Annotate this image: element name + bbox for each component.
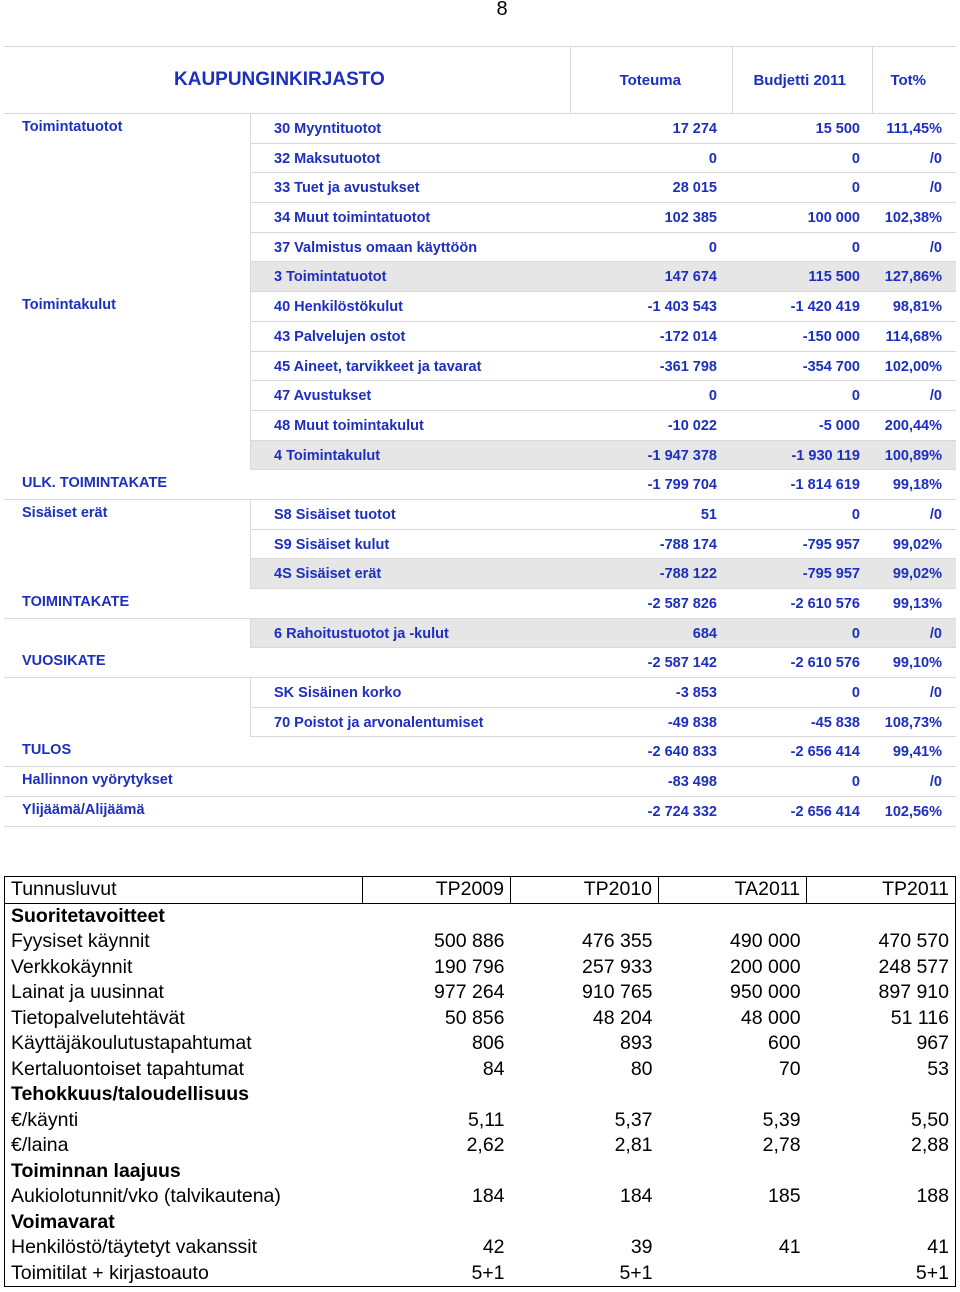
kpi-value: 84: [482, 1057, 505, 1080]
toteuma-value: -172 014: [659, 328, 717, 345]
kpi-value: 2,62: [466, 1134, 505, 1156]
kpi-row: [5, 1031, 956, 1057]
kpi-header: TA2011: [659, 877, 807, 904]
kpi-label: €/käynti: [11, 1108, 79, 1131]
account-label: 40 Henkilöstökulut: [274, 299, 403, 316]
kpi-value: 42: [482, 1236, 505, 1258]
kpi-header: TP2011: [807, 877, 956, 904]
account-label: 4S Sisäiset erät: [274, 566, 382, 583]
account-label: 43 Palvelujen ostot: [274, 328, 406, 345]
budget-row: [4, 767, 956, 797]
kpi-value: 600: [768, 1032, 801, 1054]
kpi-value: 5,11: [468, 1108, 505, 1131]
kpi-value: 476 355: [582, 930, 653, 952]
budjetti-value: 0: [851, 239, 860, 256]
tot-value: 99,10%: [892, 655, 942, 672]
account-label: 32 Maksutuotot: [274, 150, 381, 167]
budjetti-value: 0: [851, 388, 860, 405]
toteuma-value: 684: [692, 625, 717, 642]
kpi-value: 70: [778, 1057, 801, 1080]
toteuma-value: -1 799 704: [647, 477, 717, 494]
kpi-label: €/laina: [11, 1134, 69, 1156]
budjetti-value: 0: [851, 180, 860, 197]
kpi-label: Henkilöstö/täytetyt vakanssit: [11, 1236, 258, 1258]
tot-value: 102,38%: [884, 210, 942, 227]
account-label: SK Sisäinen korko: [274, 685, 402, 702]
budget-row: [4, 500, 956, 530]
account-label: 45 Aineet, tarvikkeet ja tavarat: [274, 358, 482, 375]
budjetti-value: -1 930 119: [791, 447, 860, 464]
budjetti-value: 100 000: [807, 210, 860, 227]
budjetti-value: -5 000: [818, 417, 860, 434]
kpi-value: [363, 903, 511, 929]
budjetti-value: -45 838: [810, 714, 860, 731]
kpi-value: [807, 903, 956, 929]
section-label: Toimintakulut: [22, 297, 116, 314]
budget-row: [4, 381, 956, 411]
kpi-value: 950 000: [730, 981, 801, 1003]
budjetti-value: 0: [851, 506, 860, 523]
kpi-value: 185: [768, 1185, 801, 1207]
section-label: Hallinnon vyörytykset: [22, 772, 173, 789]
kpi-row: [5, 1133, 956, 1159]
budget-row: [4, 441, 956, 471]
kpi-value: [511, 1159, 659, 1185]
kpi-value: 41: [927, 1236, 949, 1258]
kpi-category-row: [5, 903, 956, 929]
tot-value: 99,18%: [892, 477, 942, 494]
toteuma-value: 0: [708, 388, 717, 405]
budget-row: [4, 589, 956, 619]
budjetti-value: 15 500: [815, 121, 860, 137]
kpi-row: [5, 1108, 956, 1134]
kpi-header: TP2009: [363, 877, 511, 904]
account-label: S9 Sisäiset kulut: [274, 536, 390, 553]
kpi-value: 5+1: [915, 1261, 949, 1284]
kpi-value: [807, 1159, 956, 1185]
account-label: 3 Toimintatuotot: [274, 269, 387, 286]
tot-value: 111,45%: [886, 121, 942, 137]
kpi-value: 5,39: [762, 1108, 801, 1131]
toteuma-value: -10 022: [667, 417, 717, 434]
account-label: 6 Rahoitustuotot ja -kulut: [274, 625, 449, 642]
toteuma-value: 17 274: [672, 121, 717, 137]
kpi-row: [5, 1006, 956, 1032]
tot-value: 99,02%: [892, 566, 942, 583]
kpi-value: 897 910: [878, 981, 949, 1003]
kpi-category-row: [5, 1159, 956, 1185]
account-label: 34 Muut toimintatuotot: [274, 210, 431, 227]
kpi-body: [5, 903, 956, 1287]
kpi-label: Toimitilat + kirjastoauto: [11, 1261, 209, 1284]
tot-value: /0: [929, 150, 942, 167]
kpi-value: [511, 903, 659, 929]
kpi-value: 2,78: [762, 1134, 801, 1156]
budjetti-value: -795 957: [802, 536, 860, 553]
budget-row: [4, 114, 956, 144]
toteuma-value: -788 174: [659, 536, 717, 553]
kpi-value: 248 577: [878, 955, 949, 978]
kpi-label: Lainat ja uusinnat: [11, 981, 164, 1003]
budjetti-value: -1 814 619: [790, 477, 860, 494]
section-label: ULK. TOIMINTAKATE: [22, 475, 167, 492]
kpi-row: [5, 1235, 956, 1261]
toteuma-value: -3 853: [675, 685, 717, 702]
kpi-row: [5, 1261, 956, 1287]
kpi-header-row: [5, 877, 956, 904]
tot-value: 99,02%: [892, 536, 942, 553]
budget-row: [4, 530, 956, 560]
budjetti-value: -2 656 414: [790, 803, 860, 820]
kpi-category-row: [5, 1210, 956, 1236]
kpi-header: TP2010: [511, 877, 659, 904]
budjetti-value: 0: [851, 150, 860, 167]
toteuma-value: -2 640 833: [647, 744, 717, 761]
budjetti-value: -1 420 419: [790, 299, 860, 316]
budget-row: [4, 292, 956, 322]
toteuma-value: 0: [708, 150, 717, 167]
kpi-row: [5, 929, 956, 955]
tot-value: 100,89%: [884, 447, 942, 464]
kpi-label: Verkkokäynnit: [11, 955, 133, 978]
kpi-value: 184: [471, 1185, 505, 1207]
tot-value: 98,81%: [892, 299, 942, 316]
kpi-value: [659, 1159, 807, 1185]
toteuma-value: -49 838: [667, 714, 717, 731]
kpi-label: Toiminnan laajuus: [11, 1159, 181, 1182]
toteuma-value: 102 385: [664, 210, 717, 227]
tot-value: /0: [929, 506, 942, 523]
budget-row: [4, 737, 956, 767]
kpi-label: Voimavarat: [11, 1210, 115, 1233]
kpi-value: [363, 1082, 511, 1108]
budjetti-value: -150 000: [802, 328, 860, 345]
kpi-value: 470 570: [878, 930, 949, 952]
page-number: 8: [496, 0, 508, 20]
account-label: 70 Poistot ja arvonalentumiset: [274, 714, 484, 731]
kpi-value: 48 000: [740, 1006, 801, 1029]
budjetti-value: -2 610 576: [790, 596, 860, 612]
kpi-value: 910 765: [582, 981, 653, 1003]
budget-row: [4, 144, 956, 174]
kpi-value: 490 000: [730, 930, 801, 952]
kpi-label: Tehokkuus/taloudellisuus: [11, 1083, 250, 1105]
kpi-value: 806: [471, 1032, 505, 1054]
kpi-value: 893: [619, 1032, 653, 1054]
kpi-value: [659, 1261, 807, 1287]
kpi-value: 184: [619, 1185, 653, 1207]
kpi-label: Kertaluontoiset tapahtumat: [11, 1057, 245, 1080]
header-tot: Tot%: [890, 72, 926, 89]
kpi-value: [511, 1082, 659, 1108]
kpi-value: 257 933: [582, 955, 653, 978]
budget-row: [4, 233, 956, 263]
tot-value: 102,00%: [884, 358, 942, 375]
toteuma-value: -361 798: [659, 358, 717, 375]
account-label: S8 Sisäiset tuotot: [274, 506, 396, 523]
tot-value: 200,44%: [884, 417, 942, 434]
kpi-label: Fyysiset käynnit: [11, 930, 150, 952]
tot-value: 102,56%: [884, 803, 942, 820]
header-toteuma: Toteuma: [619, 72, 681, 89]
kpi-value: 2,88: [911, 1134, 949, 1156]
toteuma-value: -2 587 142: [647, 655, 717, 672]
kpi-value: 50 856: [444, 1006, 505, 1029]
section-label: VUOSIKATE: [22, 653, 106, 670]
budjetti-value: 0: [851, 774, 860, 791]
tot-value: 99,41%: [892, 744, 942, 761]
kpi-value: 5,37: [614, 1108, 653, 1131]
toteuma-value: -83 498: [667, 774, 717, 791]
kpi-value: 39: [630, 1236, 653, 1258]
kpi-value: 977 264: [434, 981, 505, 1003]
tot-value: /0: [929, 388, 942, 405]
toteuma-value: 28 015: [672, 180, 717, 197]
kpi-label: Käyttäjäkoulutustapahtumat: [11, 1032, 252, 1054]
budget-row: [4, 559, 956, 589]
toteuma-value: -2 724 332: [647, 803, 717, 820]
section-label: TOIMINTAKATE: [22, 594, 130, 610]
header-budjetti: Budjetti 2011: [753, 72, 846, 89]
kpi-table: [4, 876, 956, 1287]
kpi-category-row: [5, 1082, 956, 1108]
budget-table: [4, 46, 956, 827]
kpi-value: 48 204: [592, 1006, 653, 1029]
section-label: Ylijäämä/Alijäämä: [22, 801, 145, 818]
tot-value: /0: [929, 239, 942, 256]
kpi-value: 500 886: [434, 930, 505, 952]
budjetti-value: 0: [851, 685, 860, 702]
account-label: 47 Avustukset: [274, 388, 372, 405]
kpi-row: [5, 980, 956, 1006]
section-label: Toimintatuotot: [22, 119, 123, 135]
budjetti-value: -2 656 414: [790, 744, 860, 761]
tot-value: /0: [929, 685, 942, 702]
budget-row: [4, 648, 956, 678]
section-label: Sisäiset erät: [22, 504, 108, 521]
account-label: 48 Muut toimintakulut: [274, 417, 424, 434]
kpi-value: [659, 1210, 807, 1236]
tot-value: 127,86%: [884, 269, 942, 286]
kpi-value: 5+1: [619, 1261, 653, 1284]
budjetti-value: 0: [851, 625, 860, 642]
toteuma-value: 0: [708, 239, 717, 256]
tot-value: 99,13%: [892, 596, 942, 612]
kpi-value: [511, 1210, 659, 1236]
kpi-value: 188: [916, 1185, 949, 1207]
kpi-label: Suoritetavoitteet: [11, 904, 165, 927]
kpi-label: Aukiolotunnit/vko (talvikautena): [11, 1185, 281, 1207]
toteuma-value: -1 403 543: [647, 299, 717, 316]
budget-row: [4, 678, 956, 708]
kpi-row: [5, 1184, 956, 1210]
budget-row: [4, 173, 956, 203]
kpi-row: [5, 1057, 956, 1083]
kpi-value: 5+1: [471, 1261, 505, 1284]
kpi-value: 80: [630, 1057, 653, 1080]
budjetti-value: 115 500: [808, 269, 860, 286]
kpi-value: [659, 1082, 807, 1108]
tot-value: 108,73%: [884, 714, 942, 731]
kpi-value: 51 116: [890, 1006, 949, 1029]
budget-row: [4, 797, 956, 827]
budget-row: [4, 411, 956, 441]
kpi-value: 5,50: [911, 1108, 949, 1131]
tot-value: /0: [929, 625, 942, 642]
kpi-label: Tietopalvelutehtävät: [11, 1006, 185, 1029]
kpi-value: 53: [927, 1057, 949, 1080]
budjetti-value: -354 700: [802, 358, 860, 375]
kpi-value: [659, 903, 807, 929]
account-label: 33 Tuet ja avustukset: [274, 180, 420, 197]
kpi-row: [5, 955, 956, 981]
kpi-value: 190 796: [434, 955, 505, 978]
toteuma-value: 51: [700, 506, 717, 523]
tot-value: 114,68%: [885, 328, 942, 345]
account-label: 4 Toimintakulut: [274, 447, 381, 464]
toteuma-value: -2 587 826: [647, 596, 717, 612]
kpi-value: 2,81: [614, 1134, 653, 1156]
budget-row: [4, 322, 956, 352]
section-label: TULOS: [22, 742, 72, 759]
kpi-value: [363, 1159, 511, 1185]
kpi-value: 41: [778, 1236, 801, 1258]
budget-row: [4, 470, 956, 500]
budget-header: [4, 47, 956, 114]
budjetti-value: -795 957: [802, 566, 860, 583]
account-label: 37 Valmistus omaan käyttöön: [274, 239, 478, 256]
kpi-value: 967: [916, 1032, 949, 1054]
kpi-value: 200 000: [730, 955, 801, 978]
budget-row: [4, 352, 956, 382]
tot-value: /0: [929, 180, 942, 197]
tot-value: /0: [929, 774, 942, 791]
account-label: 30 Myyntituotot: [274, 121, 382, 137]
budjetti-value: -2 610 576: [790, 655, 860, 672]
budget-row: [4, 708, 956, 738]
kpi-value: [807, 1210, 956, 1236]
toteuma-value: -1 947 378: [647, 447, 717, 464]
budget-row: [4, 262, 956, 292]
toteuma-value: -788 122: [659, 566, 717, 583]
organization-title: KAUPUNGINKIRJASTO: [174, 69, 385, 90]
budget-row: [4, 619, 956, 649]
kpi-value: [363, 1210, 511, 1236]
kpi-header: Tunnusluvut: [5, 877, 363, 904]
toteuma-value: 147 674: [664, 269, 717, 286]
kpi-value: [807, 1082, 956, 1108]
budget-rows: [4, 114, 956, 827]
budget-row: [4, 203, 956, 233]
